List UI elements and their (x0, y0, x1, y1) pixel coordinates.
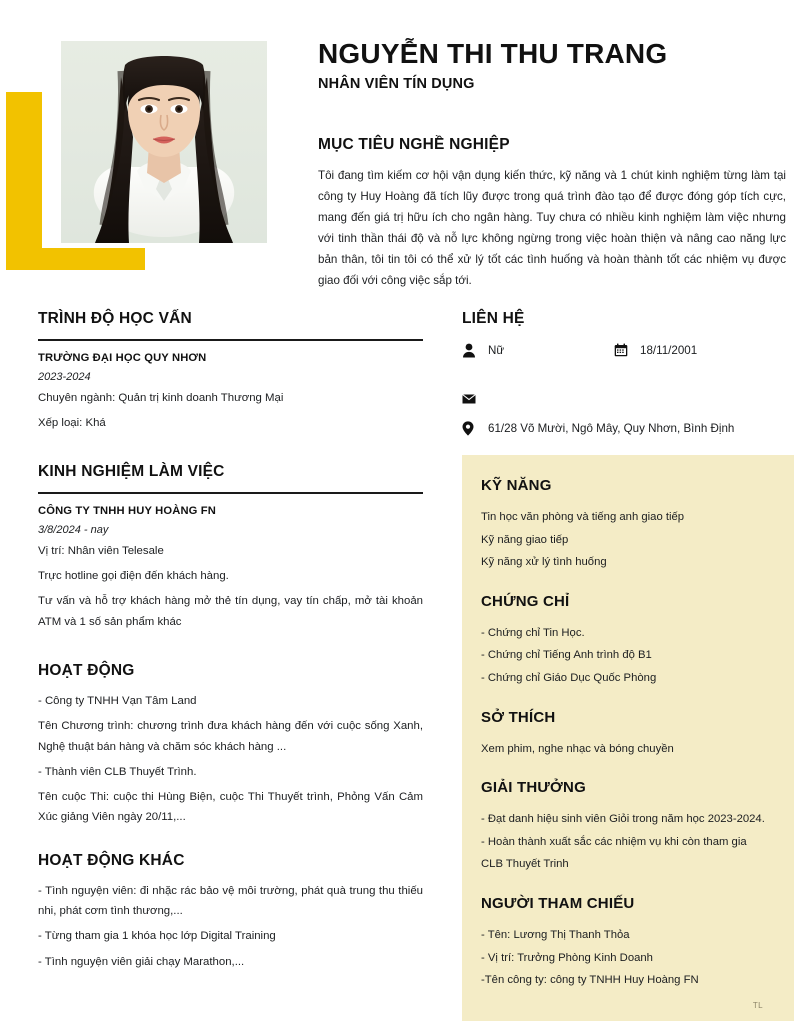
other-activities-heading: HOẠT ĐỘNG KHÁC (38, 851, 185, 869)
experience-position: Vị trí: Nhân viên Telesale (38, 544, 164, 557)
award-item: - Đạt danh hiệu sinh viên Giỏi trong năm học 2023-2024. (481, 813, 765, 826)
certificates-heading: CHỨNG CHỈ (481, 592, 570, 610)
awards-heading: GIẢI THƯỞNG (481, 779, 586, 797)
calendar-icon (614, 342, 631, 358)
contact-row (462, 390, 792, 407)
skill-item: Kỹ năng xử lý tình huống (481, 556, 607, 569)
skill-item: Kỹ năng giao tiếp (481, 533, 569, 546)
contact-address-value: 61/28 Võ Mười, Ngô Mây, Quy Nhơn, Bình Định (488, 421, 735, 435)
certificate-item: - Chứng chỉ Tiếng Anh trình độ B1 (481, 649, 652, 662)
education-heading: TRÌNH ĐỘ HỌC VẤN (38, 310, 192, 327)
divider (38, 492, 423, 494)
experience-section (38, 463, 423, 632)
person-icon (462, 342, 479, 358)
education-major: Chuyên ngành: Quản trị kinh doanh Thương Mại (38, 391, 284, 404)
contact-email (462, 390, 479, 407)
hobbies-section (481, 709, 774, 761)
location-pin-icon (462, 420, 479, 436)
experience-dates: 3/8/2024 - nay (38, 523, 109, 536)
contact-birthdate-value: 18/11/2001 (640, 343, 698, 357)
other-activity-item: - Tình nguyện viên: đi nhặc rác bảo vệ môi trường, phát quà trung thu thiếu nhi, phát cơm tình thương,... (38, 884, 423, 918)
award-item: - Hoàn thành xuất sắc các nhiệm vụ khi còn tham gia (481, 835, 747, 848)
certificate-item: - Chứng chỉ Tin Học. (481, 626, 585, 639)
objective-heading: MỤC TIÊU NGHỀ NGHIỆP (318, 136, 510, 153)
other-activities-section (38, 852, 423, 972)
profile-photo (61, 41, 267, 243)
contact-gender-value: Nữ (488, 343, 505, 357)
objective-body: Tôi đang tìm kiếm cơ hội vận dụng kiến thức, kỹ năng và 1 chút kinh nghiệm từng làm tại công ty Huy Hoàng đã tích lũy được trong quá trình đào tạo để được đóng góp tích cực, mang đến giá trị hữu ích cho ngân hàng. Tuy chưa có nhiều kinh nghiệm làm việc nhưng với tinh thần thái độ và nỗ lực không ngừng trong việc hoàn thiện và nâng cao năng lực bản thân, tôi tin tôi có thể xử lý tốt các tình huống và hoàn thành tốt các nhiệm vụ được giao đối với công việc sắp tới. (318, 169, 786, 288)
contact-birthdate (614, 342, 697, 358)
contact-row (462, 342, 792, 358)
contact-address (462, 420, 734, 436)
education-dates: 2023-2024 (38, 370, 91, 383)
contact-gender (462, 342, 614, 358)
skills-heading: KỸ NĂNG (481, 477, 552, 494)
divider (38, 339, 423, 341)
objective-section (318, 136, 786, 292)
header (318, 38, 778, 92)
certificates-section (481, 593, 774, 690)
sidebar-panel (462, 455, 794, 1021)
contact-section (462, 310, 792, 449)
activities-section (38, 662, 423, 828)
reference-item: - Tên: Lương Thị Thanh Thỏa (481, 928, 630, 941)
reference-item: -Tên công ty: công ty TNHH Huy Hoàng FN (481, 974, 699, 987)
spacer (38, 634, 423, 662)
awards-section (481, 779, 774, 876)
education-section (38, 310, 423, 433)
reference-item: - Vị trí: Trưởng Phòng Kinh Doanh (481, 951, 653, 964)
activity-item: - Công ty TNHH Vạn Tâm Land (38, 694, 197, 707)
other-activity-item: - Tình nguyện viên giải chạy Marathon,... (38, 955, 245, 968)
accent-bar-horizontal (6, 248, 145, 270)
contact-row (462, 420, 792, 436)
education-grade: Xếp loại: Khá (38, 416, 106, 429)
experience-company: CÔNG TY TNHH HUY HOÀNG FN (38, 504, 216, 517)
activity-item: - Thành viên CLB Thuyết Trình. (38, 765, 197, 778)
left-column (38, 310, 423, 974)
spacer (38, 435, 423, 463)
education-school: TRƯỜNG ĐẠI HỌC QUY NHƠN (38, 351, 207, 364)
accent-bar-vertical (6, 92, 42, 270)
spacer (38, 830, 423, 852)
references-section (481, 895, 774, 992)
job-title: NHÂN VIÊN TÍN DỤNG (318, 76, 475, 93)
award-item: CLB Thuyết Trinh (481, 858, 569, 871)
envelope-icon (462, 391, 479, 407)
activity-detail: Tên cuộc Thi: cuộc thi Hùng Biện, cuộc Thi Thuyết trình, Phỏng Vấn Cảm Xúc giảng Viên ngày 20/11,... (38, 791, 423, 824)
references-heading: NGƯỜI THAM CHIẾU (481, 894, 635, 912)
hobby-item: Xem phim, nghe nhạc và bóng chuyền (481, 742, 674, 755)
hobbies-heading: SỞ THÍCH (481, 708, 556, 726)
certificate-item: - Chứng chỉ Giáo Dục Quốc Phòng (481, 671, 657, 684)
experience-duty: Trực hotline gọi điện đến khách hàng. (38, 570, 229, 583)
activities-heading: HOẠT ĐỘNG (38, 661, 135, 679)
contact-heading: LIÊN HỆ (462, 310, 525, 327)
activity-detail: Tên Chương trình: chương trình đưa khách hàng đến với cuộc sống Xanh, Nghệ thuật bán hàng và chăm sóc khách hàng ... (38, 720, 423, 753)
experience-heading: KINH NGHIỆM LÀM VIỆC (38, 463, 225, 481)
skills-section (481, 477, 774, 574)
page-title: NGUYỄN THI THU TRANG (318, 38, 668, 69)
skill-item: Tin học văn phòng và tiếng anh giao tiếp (481, 511, 685, 523)
experience-duty: Tư vấn và hỗ trợ khách hàng mở thẻ tín dụng, vay tín chấp, mở tài khoản ATM và 1 số sản phẩm khác (38, 595, 423, 628)
watermark: TL (752, 1001, 763, 1010)
other-activity-item: - Từng tham gia 1 khóa học lớp Digital Training (38, 930, 276, 943)
